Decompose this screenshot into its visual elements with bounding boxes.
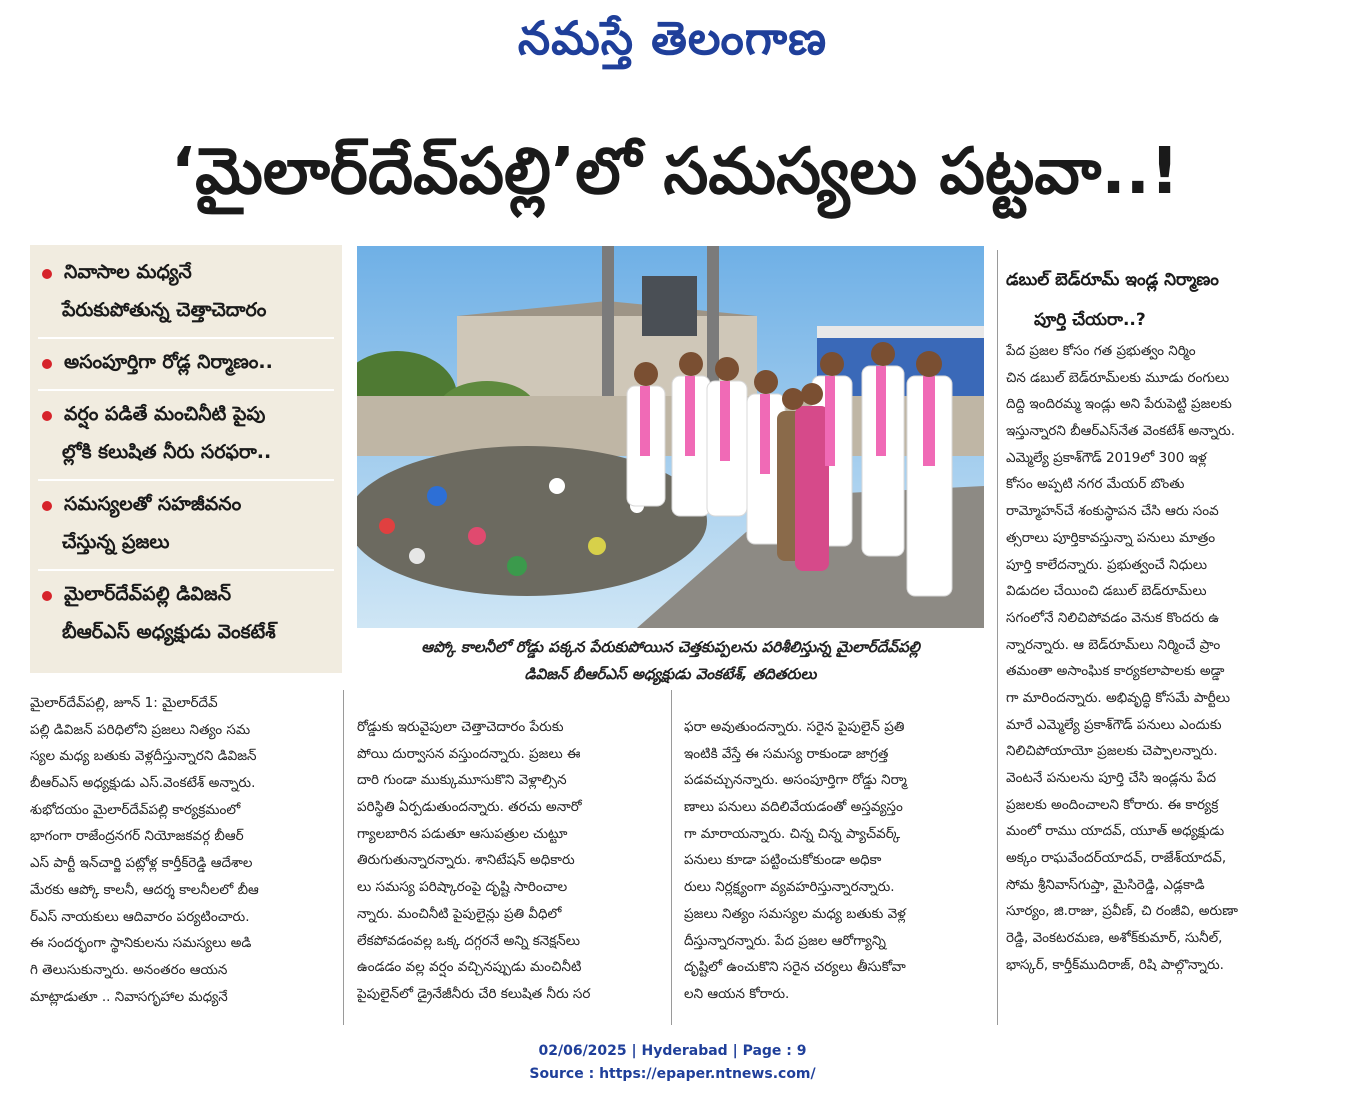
highlight-text: అసంపూర్తిగా రోడ్ల నిర్మాణం.. xyxy=(64,350,273,373)
sidebar-line: త్సరాలు పూర్తికావస్తున్నా పనులు మాత్రం xyxy=(1006,529,1216,546)
body-line: పరిస్థితి ఏర్పడుతుందన్నారు. తరచు అనారో xyxy=(357,799,582,816)
highlight-item xyxy=(38,391,334,481)
highlights-box xyxy=(30,245,342,673)
body-line: గ్యాలబారిన పడుతూ ఆసుపత్రుల చుట్టూ xyxy=(357,825,568,842)
body-line: పల్లి డివిజన్ పరిధిలోని ప్రజలు నిత్యం సమ xyxy=(30,721,251,738)
column-divider xyxy=(997,250,998,1025)
highlight-text: సమస్యలతో సహజీవనం xyxy=(64,492,242,515)
body-line: లని ఆయన కోరారు. xyxy=(684,985,790,1002)
body-line: మాట్లాడుతూ .. నివాసగృహాల మధ్యనే xyxy=(30,988,228,1005)
sidebar-line: వెంటనే పనులను పూర్తి చేసి ఇండ్లను పేద xyxy=(1006,770,1217,786)
footer-source-link[interactable]: Source : https://epaper.ntnews.com/ xyxy=(529,1066,816,1082)
footer-date-line: 02/06/2025 | Hyderabad | Page : 9 xyxy=(538,1043,807,1059)
body-line: రోడ్డుకు ఇరువైపులా చెత్తాచెదారం పేరుకు xyxy=(357,719,564,735)
body-line: మైలార్‌దేవ్‌పల్లి, జూన్ 1: మైలార్‌దేవ్ xyxy=(30,695,218,711)
article-column-2 xyxy=(357,714,657,1008)
body-line: దీస్తున్నారన్నారు. పేద ప్రజల ఆరోగ్యాన్ని xyxy=(684,932,886,949)
sidebar-line: ఎమ్మెల్యే ప్రకాశ్‌గౌడ్ 2019లో 300 ఇళ్ల xyxy=(1006,449,1207,466)
sidebar-line: సూర్యం, జి.రాజు, ప్రవీణ్, చి రంజీవి, అరుణా xyxy=(1006,903,1238,920)
sidebar-line: భాస్కర్, కార్తీక్‌ముదిరాజ్, రిషి పాల్గొన్నారు. xyxy=(1006,956,1224,973)
news-photo xyxy=(357,246,984,628)
sidebar-line: మంలో రాము యాదవ్, యూత్ అధ్యక్షుడు xyxy=(1006,823,1225,840)
body-line: ర్‌ఎస్ నాయకులు ఆదివారం పర్యటించారు. xyxy=(30,908,250,925)
article-column-1 xyxy=(30,690,330,1010)
masthead-logo xyxy=(0,6,1345,70)
body-line: గా మారాయన్నారు. చిన్న చిన్న ప్యాచ్‌వర్క్ xyxy=(684,825,901,842)
sidebar-line: తమంతా అసాంఘిక కార్యకలాపాలకు అడ్డా xyxy=(1006,663,1225,680)
highlight-text: నివాసాల మధ్యనే xyxy=(64,260,192,283)
sidebar-line: పేద ప్రజల కోసం గత ప్రభుత్వం నిర్మిం xyxy=(1006,343,1196,359)
sidebar-line: నిలిచిపోయాయో ప్రజలకు చెప్పాలన్నారు. xyxy=(1006,743,1218,760)
body-line: బీఆర్‌ఎస్ అధ్యక్షుడు ఎస్.వెంకటేశ్ అన్నారు. xyxy=(30,775,256,792)
highlight-text: బీఆర్‌ఎస్ అధ్యక్షుడు వెంకటేశ్ xyxy=(62,620,276,643)
body-line: లేకపోవడంవల్ల ఒక్క దగ్గరనే అన్ని కనెక్షన్‌లు xyxy=(357,932,580,949)
bullet-icon xyxy=(42,269,52,279)
body-line: రులు నిర్లక్ష్యంగా వ్యవహరిస్తున్నారన్నారు. xyxy=(684,879,895,896)
article-column-3 xyxy=(684,714,984,1008)
sidebar-line: మారే ఎమ్మెల్యే ప్రకాశ్‌గౌడ్ పనులు ఎందుకు xyxy=(1006,716,1222,733)
sidebar-line: గా మారిందన్నారు. అభివృద్ధి కోసమే పార్టీలు xyxy=(1006,689,1231,706)
body-line: ప్రజలు నిత్యం సమస్యల మధ్య బతుకు వెళ్ల xyxy=(684,905,906,922)
caption-line: ఆప్కో కాలనీలో రోడ్డు పక్కన పేరుకుపోయిన చెత్తకుప్పలను పరిశీలిస్తున్న మైలార్‌దేవ్‌పల్లి xyxy=(421,638,920,656)
highlight-item xyxy=(38,481,334,571)
bullet-icon xyxy=(42,359,52,369)
body-line: ఎస్ పార్టీ ఇన్‌చార్జి పట్లోళ్ల కార్తీక్‌రెడ్డి ఆదేశాల xyxy=(30,855,253,872)
sidebar-line: అక్కం రాఘవేందర్‌యాదవ్, రాజేశ్‌యాదవ్, xyxy=(1006,850,1227,867)
sidebar-line: రామ్మోహన్‌చే శంకుస్థాపన చేసి ఆరు సంవ xyxy=(1006,503,1219,520)
sidebar-line: ఇస్తున్నారని బీఆర్‌ఎస్‌నేత వెంకటేశ్ అన్నారు. xyxy=(1006,423,1236,440)
body-line: పైపులైన్‌లో డ్రైనేజీనీరు చేరి కలుషిత నీరు సర xyxy=(357,985,591,1002)
body-line: స్యల మధ్య బతుకు వెళ్లదీస్తున్నారని డివిజన్ xyxy=(30,748,257,765)
sidebar-line: కోసం అప్పటి నగర మేయర్ బొంతు xyxy=(1006,476,1185,493)
body-line: పనులు కూడా పట్టించుకోకుండా అధికా xyxy=(684,852,882,869)
sidebar-line: దిద్ది ఇందిరమ్మ ఇండ్లు అని పేరుపెట్టి ప్రజలకు xyxy=(1006,396,1232,413)
body-line: పోయి దుర్వాసన వస్తుందన్నారు. ప్రజలు ఈ xyxy=(357,745,581,762)
highlight-item xyxy=(38,339,334,391)
body-line: పడవచ్చునన్నారు. అసంపూర్తిగా రోడ్డు నిర్మా xyxy=(684,772,907,789)
body-line: దృష్టిలో ఉంచుకొని సరైన చర్యలు తీసుకోవా xyxy=(684,959,906,976)
sidebar-line: సగంలోనే నిలిచిపోవడం వెనుక కొందరు ఉ xyxy=(1006,609,1220,626)
body-line: న్నారు. మంచినీటి పైపులైన్లు ప్రతి వీధిలో xyxy=(357,905,562,922)
sidebar-title xyxy=(1006,260,1316,340)
column-divider xyxy=(343,690,344,1025)
bullet-icon xyxy=(42,591,52,601)
sidebar-title-line: డబుల్ బెడ్‌రూమ్ ఇండ్ల నిర్మాణం xyxy=(1006,270,1219,290)
sidebar-line: న్నారన్నారు. ఆ బెడ్‌రూమ్‌లు నిర్మించే ప్రాం xyxy=(1006,636,1221,653)
body-line: శుభోదయం మైలార్‌దేవ్‌పల్లి కార్యక్రమంలో xyxy=(30,801,241,818)
body-line: తిరుగుతున్నారన్నారు. శానిటేషన్ అధికారు xyxy=(357,852,575,869)
photo-caption xyxy=(357,634,984,690)
highlight-text: చేస్తున్న ప్రజలు xyxy=(62,530,170,553)
sidebar-title-line: పూర్తి చేయరా..? xyxy=(1034,310,1146,330)
highlight-item xyxy=(38,249,334,339)
sidebar-line: పూర్తి కాలేదన్నారు. ప్రభుత్వంచే నిధులు xyxy=(1006,556,1208,573)
caption-line: డివిజన్ బీఆర్‌ఎస్ అధ్యక్షుడు వెంకటేశ్, తదితరులు xyxy=(524,664,817,683)
page-footer xyxy=(0,1040,1345,1086)
bullet-icon xyxy=(42,411,52,421)
bullet-icon xyxy=(42,501,52,511)
highlight-item xyxy=(38,571,334,659)
highlight-text: మైలార్‌దేవ్‌పల్లి డివిజన్ xyxy=(64,582,232,605)
sidebar-line: ప్రజలకు అందించాలని కోరారు. ఈ కార్యక్ర xyxy=(1006,796,1219,813)
sidebar-body xyxy=(1006,338,1318,979)
body-line: ఉండడం వల్ల వర్షం వచ్చినప్పుడు మంచినీటి xyxy=(357,959,582,976)
highlight-text: వర్షం పడితే మంచినీటి పైపు xyxy=(64,402,266,425)
sidebar-line: చిన డబుల్ బెడ్‌రూమ్‌లకు మూడు రంగులు xyxy=(1006,369,1230,386)
sidebar-line: రెడ్డి, వెంకటరమణ, అశోక్‌కుమార్, సునీల్, xyxy=(1006,930,1223,947)
body-line: ఈ సందర్భంగా స్థానికులను సమస్యలు అడి xyxy=(30,935,252,952)
column-divider xyxy=(671,690,672,1025)
sidebar-line: విడుదల చేయించి డబుల్ బెడ్‌రూమ్‌లు xyxy=(1006,583,1207,600)
article-headline: ‘మైలార్‌దేవ్‌పల్లి’లో సమస్యలు పట్టవా..! xyxy=(170,135,1180,209)
body-line: దారి గుండా ముక్కుమూసుకొని వెళ్లాల్సిన xyxy=(357,772,567,789)
logo-text: నమస్తే తెలంగాణ xyxy=(517,11,828,65)
body-line: మేరకు ఆప్కో కాలనీ, ఆదర్శ కాలనీలలో బీఆ xyxy=(30,881,259,898)
body-line: లు సమస్య పరిష్కారంపై దృష్టి సారించాల xyxy=(357,879,568,896)
highlight-text: ల్లోకి కలుషిత నీరు సరఫరా.. xyxy=(62,440,272,463)
sidebar-line: సోమ శ్రీనివాస్‌గుప్తా, మైసిరెడ్డి, ఎడ్లకాడి xyxy=(1006,876,1205,893)
body-line: ఫరా అవుతుందన్నారు. సరైన పైపులైన్ ప్రతి xyxy=(684,719,905,735)
highlight-text: పేరుకుపోతున్న చెత్తాచెదారం xyxy=(62,298,267,321)
body-line: ణాలు పనులు వదిలివేయడంతో అస్తవ్యస్తం xyxy=(684,799,903,816)
body-line: గి తెలుసుకున్నారు. అనంతరం ఆయన xyxy=(30,961,228,978)
body-line: ఇంటికి వేస్తే ఈ సమస్య రాకుండా జాగ్రత్త xyxy=(684,745,889,762)
body-line: భాగంగా రాజేంద్రనగర్ నియోజకవర్గ బీఆర్ xyxy=(30,828,244,845)
